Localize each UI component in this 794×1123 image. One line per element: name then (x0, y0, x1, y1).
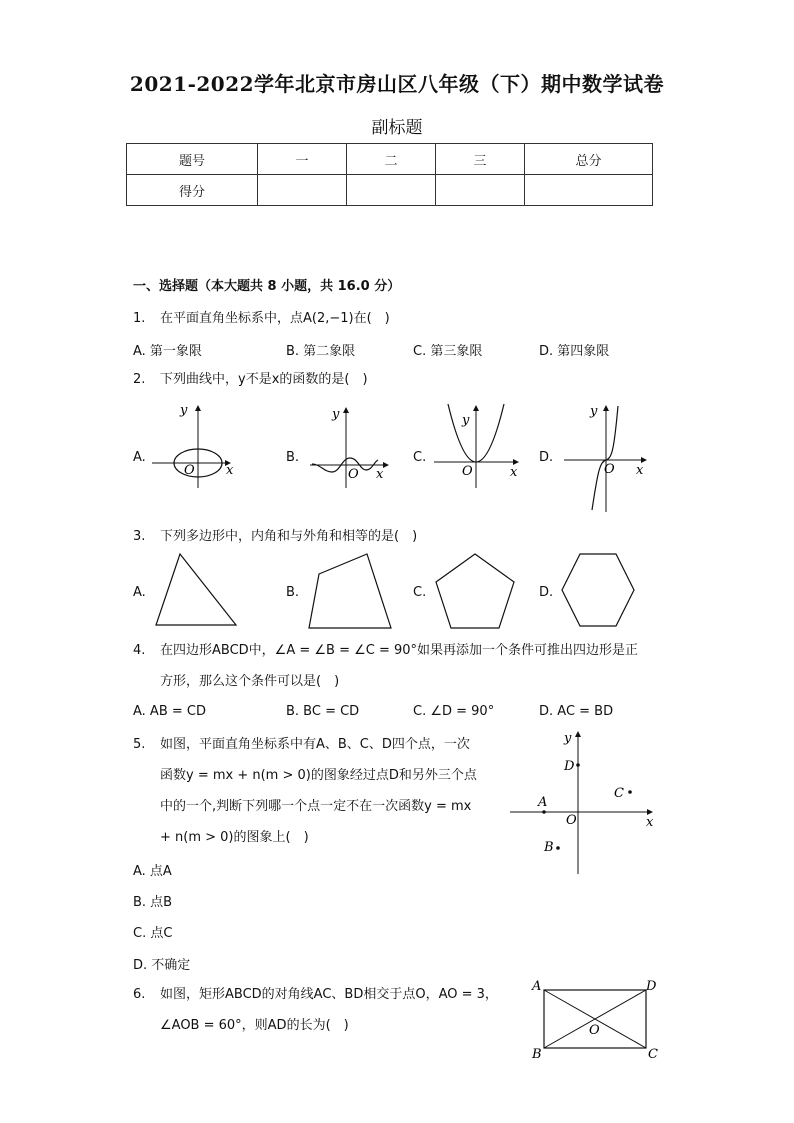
q2a-x-label: x (226, 463, 234, 478)
q4-text-line1: 在四边形ABCD中，∠A = ∠B = ∠C = 90°如果再添加一个条件可推出四边形是正 (160, 643, 639, 658)
q5-point-a-label: A (538, 795, 548, 810)
score-table-header-row (127, 144, 653, 175)
q5-y-label: y (564, 731, 572, 746)
q2-option-a[interactable]: A. (133, 450, 146, 465)
q3-option-c[interactable]: C. (413, 585, 427, 600)
q5-option-b[interactable]: B. 点B (133, 895, 173, 910)
q2d-y-label: y (590, 404, 598, 419)
q5-point-c-label: C (614, 786, 624, 801)
q2-graph-a (148, 400, 248, 490)
q6-number: 6. (133, 987, 146, 1002)
score-cell[interactable] (436, 175, 525, 206)
score-header-cell: 题号 (127, 144, 258, 175)
q1-option-b[interactable]: B. 第二象限 (286, 344, 356, 359)
score-cell[interactable] (258, 175, 347, 206)
q2c-x-label: x (510, 465, 518, 480)
score-table (126, 143, 653, 206)
q2-option-b[interactable]: B. (286, 450, 300, 465)
q2d-x-label: x (636, 463, 644, 478)
q2-graph-d (560, 400, 660, 515)
q5-text-line2: 函数y = mx + n(m > 0)的图象经过点D和另外三个点 (160, 768, 477, 783)
q2-graph-c (430, 400, 530, 490)
page-subtitle: 副标题 (371, 118, 423, 138)
q5-point-b (556, 846, 560, 850)
q2-graph-b (306, 400, 406, 490)
score-header-cell: 一 (258, 144, 347, 175)
score-cell[interactable] (525, 175, 653, 206)
q2b-y-label: y (332, 407, 340, 422)
q2a-y-label: y (180, 403, 188, 418)
q3-number: 3. (133, 529, 146, 544)
q1-option-d[interactable]: D. 第四象限 (539, 344, 610, 359)
q5-point-d-label: D (564, 759, 575, 774)
q5-option-c[interactable]: C. 点C (133, 926, 173, 941)
q5-x-label: x (646, 815, 654, 830)
q6-point-d-label: D (646, 979, 657, 994)
q4-text-line2: 方形，那么这个条件可以是( ) (160, 674, 340, 689)
q5-coordinate-figure (508, 728, 658, 878)
q3-option-a[interactable]: A. (133, 585, 146, 600)
q2b-x-label: x (376, 467, 384, 482)
q2a-origin-label: O (184, 463, 195, 478)
q5-point-d (576, 763, 580, 767)
q5-origin-label: O (566, 813, 577, 828)
q4-option-c[interactable]: C. ∠D = 90° (413, 704, 495, 719)
q2c-y-label: y (462, 413, 470, 428)
q3-shape-triangle (150, 550, 245, 630)
q5-number: 5. (133, 737, 146, 752)
q2c-origin-label: O (462, 464, 473, 479)
q4-option-a[interactable]: A. AB = CD (133, 704, 206, 719)
q5-point-c (628, 790, 632, 794)
q2-number: 2. (133, 372, 146, 387)
score-header-cell: 三 (436, 144, 525, 175)
q4-option-d[interactable]: D. AC = BD (539, 704, 614, 719)
q3-text: 下列多边形中，内角和与外角和相等的是( ) (160, 529, 418, 544)
q6-text-line1: 如图，矩形ABCD的对角线AC、BD相交于点O，AO = 3， (160, 987, 498, 1002)
score-header-cell: 二 (347, 144, 436, 175)
q3-option-b[interactable]: B. (286, 585, 300, 600)
q2-option-c[interactable]: C. (413, 450, 427, 465)
section-heading: 一、选择题（本大题共 8 小题，共 16.0 分） (133, 279, 401, 294)
score-row-label: 得分 (127, 175, 258, 206)
q2b-origin-label: O (348, 467, 359, 482)
q2-text: 下列曲线中，y不是x的函数的是( ) (160, 372, 368, 387)
q3-shape-quadrilateral (305, 550, 400, 632)
q1-text: 在平面直角坐标系中，点A(2,−1)在( ) (160, 311, 390, 326)
q6-rectangle-figure (528, 976, 663, 1064)
q5-text-line4: + n(m > 0)的图象上( ) (160, 830, 309, 845)
q1-number: 1. (133, 311, 146, 326)
q1-option-c[interactable]: C. 第三象限 (413, 344, 483, 359)
q5-option-a[interactable]: A. 点A (133, 864, 172, 879)
q6-text-line2: ∠AOB = 60°，则AD的长为( ) (160, 1018, 349, 1033)
q4-number: 4. (133, 643, 146, 658)
q5-point-b-label: B (544, 840, 554, 855)
q6-point-a-label: A (532, 979, 542, 994)
q2-option-d[interactable]: D. (539, 450, 554, 465)
q6-point-b-label: B (532, 1047, 542, 1062)
q6-point-o-label: O (589, 1023, 600, 1038)
q6-point-c-label: C (648, 1047, 658, 1062)
q4-option-b[interactable]: B. BC = CD (286, 704, 360, 719)
q5-point-a (542, 810, 546, 814)
q3-option-d[interactable]: D. (539, 585, 554, 600)
q1-option-a[interactable]: A. 第一象限 (133, 344, 202, 359)
q5-text-line3: 中的一个,判断下列哪一个点一定不在一次函数y = mx (160, 799, 472, 814)
page-title: 2021-2022学年北京市房山区八年级（下）期中数学试卷 (129, 72, 665, 96)
q5-text-line1: 如图，平面直角坐标系中有A、B、C、D四个点，一次 (160, 737, 470, 752)
score-cell[interactable] (347, 175, 436, 206)
q3-shape-hexagon (558, 550, 640, 632)
score-header-cell: 总分 (525, 144, 653, 175)
score-table-score-row (127, 175, 653, 206)
q2d-origin-label: O (604, 462, 615, 477)
q5-option-d[interactable]: D. 不确定 (133, 958, 191, 973)
q3-shape-pentagon (432, 550, 522, 632)
